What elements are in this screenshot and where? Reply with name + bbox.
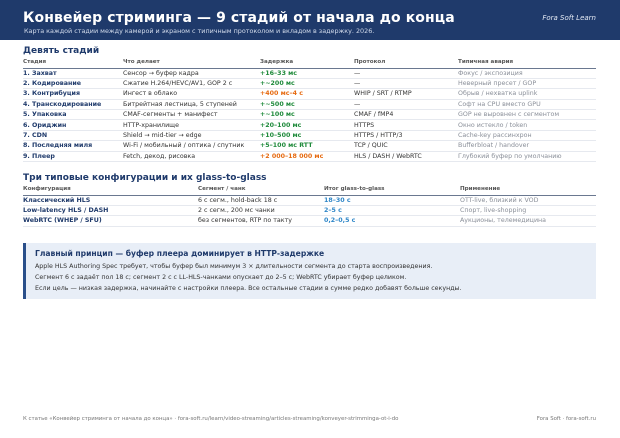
stages-col-latency: Задержка — [260, 58, 354, 68]
stages-body — [23, 68, 596, 162]
configs-col-total: Итог glass-to-glass — [324, 185, 460, 195]
stage-name: 8. Последняя миля — [23, 141, 123, 151]
stage-row — [23, 141, 596, 151]
stage-description: Shield → mid-tier → edge — [123, 130, 260, 140]
page-subtitle: Карта каждой стадии между камерой и экраном с типичным протоколом и вкладом в задержку. 2026. — [24, 27, 375, 35]
stage-description: Ингест в облако — [123, 89, 260, 99]
config-row — [23, 205, 596, 215]
stage-description: Битрейтная лестница, 5 ступеней — [123, 99, 260, 109]
stage-failure: Cache-key рассинхрон — [458, 130, 596, 140]
stages-col-protocol: Протокол — [354, 58, 458, 68]
stage-failure: Софт на CPU вместо GPU — [458, 99, 596, 109]
stage-failure: Bufferbloat / handover — [458, 141, 596, 151]
stage-row — [23, 99, 596, 109]
config-total: 18–30 с — [324, 195, 460, 205]
stage-protocol: TCP / QUIC — [354, 141, 458, 151]
stage-failure: Окно истекло / token — [458, 120, 596, 130]
stage-failure: GOP не выровнен с сегментом — [458, 110, 596, 120]
callout-line: Сегмент 6 с задаёт пол 18 с; сегмент 2 с с LL-HLS-чанками опускает до 2–5 с; WebRTC убирает буфер целиком. — [35, 274, 407, 281]
stage-protocol: CMAF / fMP4 — [354, 110, 458, 120]
config-name: Low-latency HLS / DASH — [23, 205, 198, 215]
stage-latency: +20–100 мс — [260, 120, 354, 130]
configs-table — [23, 185, 596, 227]
stage-latency: +2 000–18 000 мс — [260, 151, 354, 161]
stage-protocol: HTTPS / HTTP/3 — [354, 130, 458, 140]
config-total: 0,2–0,5 с — [324, 216, 460, 226]
config-name: WebRTC (WHEP / SFU) — [23, 216, 198, 226]
stage-failure: Неверный пресет / GOP — [458, 78, 596, 88]
stage-name: 4. Транскодирование — [23, 99, 123, 109]
stage-name: 6. Ориджин — [23, 120, 123, 130]
stage-latency: +400 мс–4 с — [260, 89, 354, 99]
stage-description: Сенсор → буфер кадра — [123, 68, 260, 78]
config-total: 2–5 с — [324, 205, 460, 215]
stage-description: CMAF-сегменты + манифест — [123, 110, 260, 120]
stages-section-title: Девять стадий — [23, 46, 100, 56]
stage-latency: +~500 мс — [260, 99, 354, 109]
configs-col-use: Применение — [460, 185, 596, 195]
stage-protocol: WHIP / SRT / RTMP — [354, 89, 458, 99]
callout-line: Если цель — низкая задержка, начинайте с настройки плеера. Все остальные стадии в сумме редко добавят больше секунды. — [35, 285, 462, 292]
stage-protocol: HLS / DASH / WebRTC — [354, 151, 458, 161]
callout-title: Главный принцип — буфер плеера доминирует в HTTP-задержке — [35, 249, 325, 258]
stage-failure: Фокус / экспозиция — [458, 68, 596, 78]
stage-row — [23, 110, 596, 120]
config-name: Классический HLS — [23, 195, 198, 205]
config-segment: без сегментов, RTP по такту — [198, 216, 324, 226]
config-use: OTT-live, близкий к VOD — [460, 195, 596, 205]
stage-protocol: — — [354, 78, 458, 88]
stage-name: 7. CDN — [23, 130, 123, 140]
stages-header-row — [23, 58, 596, 68]
config-segment: 6 с сегм., hold-back 18 с — [198, 195, 324, 205]
stage-failure: Глубокий буфер по умолчанию — [458, 151, 596, 161]
stage-row — [23, 89, 596, 99]
header-banner — [0, 0, 620, 40]
stage-description: Wi-Fi / мобильный / оптика / спутник — [123, 141, 260, 151]
stage-description: HTTP-хранилище — [123, 120, 260, 130]
footer-brand: Fora Soft · fora-soft.ru — [536, 416, 596, 422]
config-use: Спорт, live-shopping — [460, 205, 596, 215]
stage-protocol: — — [354, 99, 458, 109]
config-segment: 2 с сегм., 200 мс чанки — [198, 205, 324, 215]
stages-table — [23, 58, 596, 162]
stage-latency: +~200 мс — [260, 78, 354, 88]
stages-col-does: Что делает — [123, 58, 260, 68]
stage-protocol: — — [354, 68, 458, 78]
footer-source-link[interactable]: К статье «Конвейер стриминга от начала до конца» · fora-soft.ru/learn/video-streaming/articles-streaming/konveyer-strimminga-ot-i-do — [23, 416, 399, 422]
stage-name: 1. Захват — [23, 68, 123, 78]
configs-body — [23, 195, 596, 226]
page-title: Конвейер стриминга — 9 стадий от начала до конца — [23, 10, 455, 26]
stage-row — [23, 151, 596, 161]
stage-name: 5. Упаковка — [23, 110, 123, 120]
stage-name: 9. Плеер — [23, 151, 123, 161]
configs-header-row — [23, 185, 596, 195]
config-use: Аукционы, телемедицина — [460, 216, 596, 226]
stage-latency: +5–100 мс RTT — [260, 141, 354, 151]
stage-name: 2. Кодирование — [23, 78, 123, 88]
stage-latency: +16–33 мс — [260, 68, 354, 78]
configs-section-title: Три типовые конфигурации и их glass-to-glass — [23, 173, 267, 183]
brand-label: Fora Soft Learn — [542, 14, 596, 22]
stage-latency: +~100 мс — [260, 110, 354, 120]
stages-col-failure: Типичная авария — [458, 58, 596, 68]
configs-col-segment: Сегмент / чанк — [198, 185, 324, 195]
config-row — [23, 216, 596, 226]
stage-description: Fetch, декод, рисовка — [123, 151, 260, 161]
stage-row — [23, 68, 596, 78]
principle-callout — [23, 243, 596, 299]
stage-latency: +10–500 мс — [260, 130, 354, 140]
configs-col-config: Конфигурация — [23, 185, 198, 195]
config-row — [23, 195, 596, 205]
stage-name: 3. Контрибуция — [23, 89, 123, 99]
stage-failure: Обрыв / нехватка uplink — [458, 89, 596, 99]
stage-description: Сжатие H.264/HEVC/AV1, GOP 2 с — [123, 78, 260, 88]
stage-protocol: HTTPS — [354, 120, 458, 130]
stage-row — [23, 120, 596, 130]
callout-line: Apple HLS Authoring Spec требует, чтобы буфер был минимум 3 × длительности сегмента до старта воспроизведения. — [35, 263, 433, 270]
stage-row — [23, 78, 596, 88]
stages-col-stage: Стадия — [23, 58, 123, 68]
stage-row — [23, 130, 596, 140]
